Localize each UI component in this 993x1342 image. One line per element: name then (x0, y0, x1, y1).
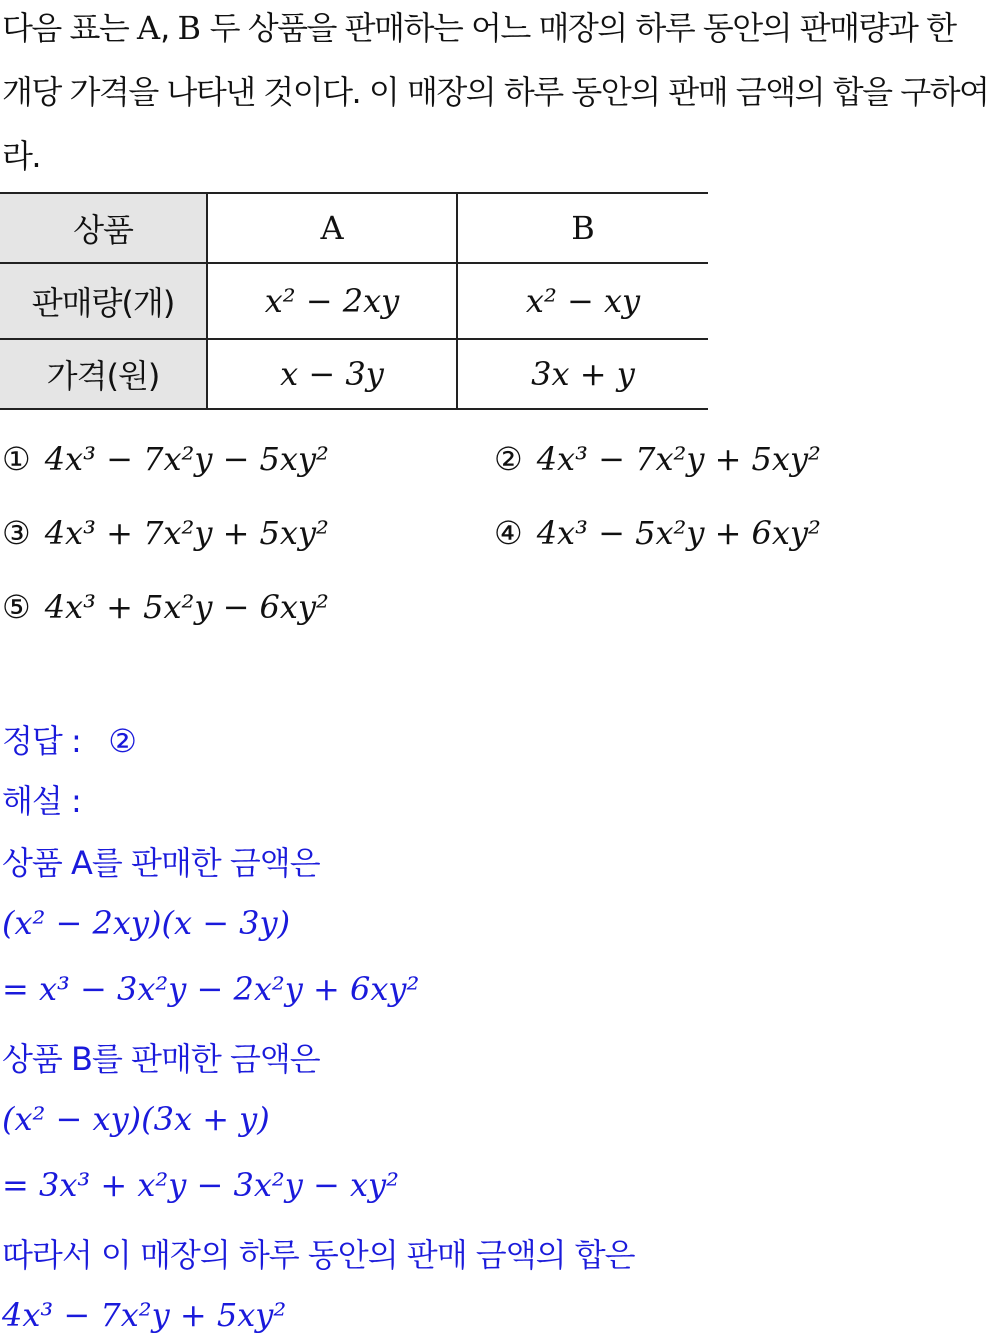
table-row (0, 263, 708, 339)
solution-line: = 3x³ + x²y − 3x²y − xy² (2, 1166, 399, 1204)
solution-line: 상품 B를 판매한 금액은 (2, 1040, 320, 1078)
table-row (0, 193, 708, 263)
column-header-a: A (207, 193, 457, 263)
question-text: 다음 표는 A, B 두 상품을 판매하는 어느 매장의 하루 동안의 판매량과 한 개당 가격을 나타낸 것이다. 이 매장의 하루 동안의 판매 금액의 합을 구하여라. (2, 9, 989, 175)
sales-b-cell: x² − xy (457, 263, 708, 339)
solution-line: (x² − xy)(3x + y) (2, 1100, 270, 1138)
table-row (0, 339, 708, 409)
price-a-cell: x − 3y (207, 339, 457, 409)
sales-a-cell: x² − 2xy (207, 263, 457, 339)
solution-line: = x³ − 3x²y − 2x²y + 6xy² (2, 970, 420, 1008)
choice-3[interactable]: ③ 4x³ + 7x²y + 5xy² (2, 514, 329, 552)
solution-line: (x² − 2xy)(x − 3y) (2, 904, 291, 942)
choice-2[interactable]: ② 4x³ − 7x²y + 5xy² (494, 440, 821, 478)
explanation-label: 해설 : (2, 782, 81, 820)
choice-1[interactable]: ① 4x³ − 7x²y − 5xy² (2, 440, 329, 478)
answer-line (2, 716, 136, 762)
answer-value: ② (108, 722, 136, 760)
choice-5[interactable]: ⑤ 4x³ + 5x²y − 6xy² (2, 588, 329, 626)
answer-label: 정답 : (2, 722, 81, 760)
solution-line: 따라서 이 매장의 하루 동안의 판매 금액의 합은 (2, 1236, 635, 1274)
solution-line: 4x³ − 7x²y + 5xy² (2, 1296, 287, 1334)
column-header-b: B (457, 193, 708, 263)
choice-4[interactable]: ④ 4x³ − 5x²y + 6xy² (494, 514, 821, 552)
solution-line: 상품 A를 판매한 금액은 (2, 844, 320, 882)
row-header-sales: 판매량(개) (0, 263, 207, 339)
price-b-cell: 3x + y (457, 339, 708, 409)
row-header-price: 가격(원) (0, 339, 207, 409)
sales-table (0, 192, 708, 410)
row-header-product: 상품 (0, 193, 207, 263)
